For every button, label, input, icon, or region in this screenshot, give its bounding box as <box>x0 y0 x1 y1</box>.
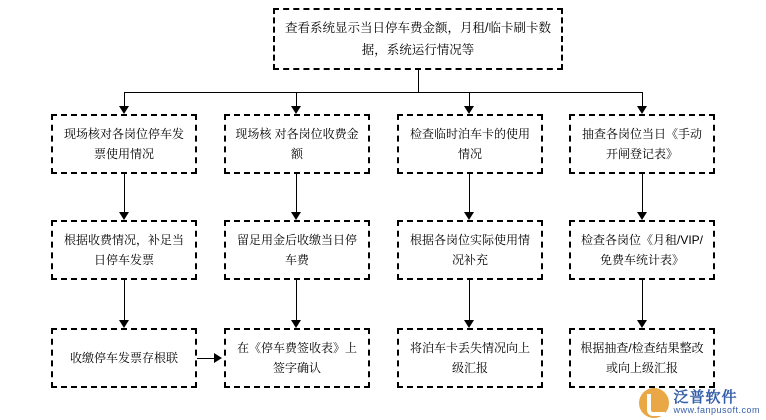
node-col1-row1 <box>51 114 197 174</box>
arrow-col1-r2-r3 <box>119 320 129 328</box>
arrow-col2-r1-r2 <box>291 212 301 220</box>
logo-icon <box>639 388 669 418</box>
node-col1-row2 <box>51 220 197 280</box>
node-col4-row1-label: 抽查各岗位当日《手动开闸登记表》 <box>581 127 702 161</box>
arrow-bus-to-col2 <box>291 106 301 114</box>
connector-col4-r1-r2 <box>642 174 643 214</box>
connector-col4-r2-r3 <box>642 280 643 322</box>
connector-col1-r2-r3 <box>124 280 125 322</box>
arrow-col1-r1-r2 <box>119 212 129 220</box>
watermark-brand: 泛普软件 <box>673 388 738 406</box>
arrow-col3-r2-r3 <box>464 320 474 328</box>
node-col2-row2-label: 留足用金后收缴当日停车费 <box>236 233 357 267</box>
connector-col3-r2-r3 <box>469 280 470 322</box>
arrow-col4-r1-r2 <box>637 212 647 220</box>
arrow-col4-r2-r3 <box>637 320 647 328</box>
node-col2-row2 <box>224 220 370 280</box>
arrow-col1r3-to-col2r3 <box>214 353 222 363</box>
arrow-col3-r1-r2 <box>464 212 474 220</box>
connector-top-stem <box>418 70 419 92</box>
node-col2-row3 <box>224 328 370 388</box>
node-col2-row3-label: 在《停车费签收表》上签字确认 <box>236 341 357 375</box>
node-col4-row2-label: 检查各岗位《月租/VIP/免费车统计表》 <box>580 233 703 267</box>
node-col3-row3-label: 将泊车卡丢失情况向上级汇报 <box>409 341 530 375</box>
connector-col2-r2-r3 <box>296 280 297 322</box>
node-col2-row1-label: 现场核 对各岗位收费金额 <box>235 127 359 161</box>
node-col1-row1-label: 现场核对各岗位停车发票使用情况 <box>63 127 184 161</box>
node-top <box>273 8 563 70</box>
arrow-bus-to-col3 <box>464 106 474 114</box>
node-col4-row1 <box>569 114 715 174</box>
node-top-label: 查看系统显示当日停车费金额，月租/临卡刷卡数据，系统运行情况等 <box>285 21 551 57</box>
node-col4-row2 <box>569 220 715 280</box>
node-col3-row2-label: 根据各岗位实际使用情况补充 <box>409 233 530 267</box>
watermark <box>639 388 760 418</box>
node-col4-row3-label: 根据抽查/检查结果整改或向上级汇报 <box>580 341 704 375</box>
watermark-text <box>673 390 760 416</box>
arrow-bus-to-col4 <box>637 106 647 114</box>
node-col2-row1 <box>224 114 370 174</box>
node-col3-row2 <box>397 220 543 280</box>
node-col1-row2-label: 根据收费情况，补足当日停车发票 <box>63 233 184 267</box>
connector-col1-r1-r2 <box>124 174 125 214</box>
node-col1-row3 <box>51 328 197 388</box>
connector-col2-r1-r2 <box>296 174 297 214</box>
connector-distribution-bus <box>124 92 642 93</box>
arrow-col2-r2-r3 <box>291 320 301 328</box>
watermark-url: www.fanpusoft.com <box>673 405 760 416</box>
node-col1-row3-label: 收缴停车发票存根联 <box>69 351 178 365</box>
node-col4-row3 <box>569 328 715 388</box>
node-col3-row1 <box>397 114 543 174</box>
node-col3-row3 <box>397 328 543 388</box>
connector-col3-r1-r2 <box>469 174 470 214</box>
arrow-bus-to-col1 <box>119 106 129 114</box>
node-col3-row1-label: 检查临时泊车卡的使用情况 <box>409 127 530 161</box>
